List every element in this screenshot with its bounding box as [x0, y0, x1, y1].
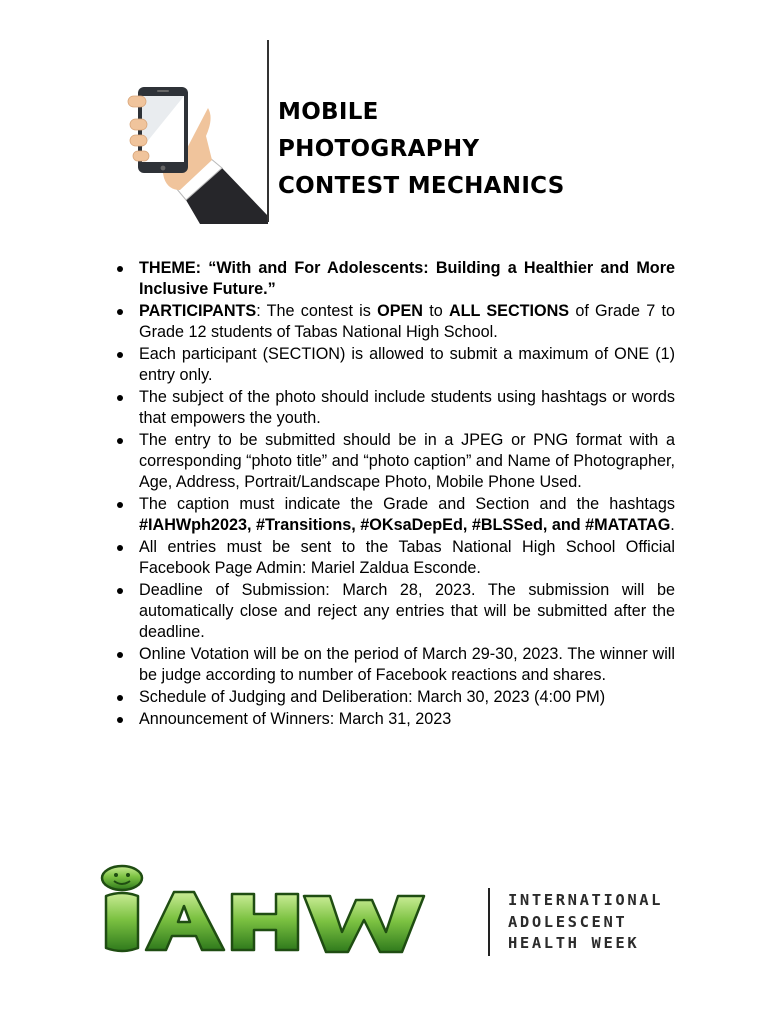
- contest-mechanics-list: [114, 258, 675, 731]
- caption-text: The caption must indicate the Grade and Section and the hashtags: [139, 495, 675, 513]
- participants-text-1: : The contest is: [256, 302, 378, 320]
- wordmark-line-2: ADOLESCENT: [508, 912, 628, 931]
- header-divider: [267, 40, 269, 222]
- page-title: [278, 94, 565, 205]
- wordmark-line-3: HEALTH WEEK: [508, 934, 640, 952]
- participants-text-3: of Grade 7 to Grade 12 students of Tabas National High School.: [139, 302, 676, 341]
- judging-item: Schedule of Judging and Deliberation: March 30, 2023 (4:00 PM): [114, 687, 675, 708]
- participants-label: PARTICIPANTS: [139, 302, 257, 320]
- theme-text: “With and For Adolescents: Building a Healthier and More Inclusive Future.”: [139, 259, 675, 298]
- participants-item: [114, 301, 675, 343]
- theme-label: THEME:: [139, 259, 202, 277]
- submission-item: All entries must be sent to the Tabas National High School Official Facebook Page Admin: Mariel Zaldua Esconde.: [114, 537, 675, 579]
- format-item: The entry to be submitted should be in a JPEG or PNG format with a corresponding “photo title” and “photo caption” and Name of Photographer, Age, Address, Portrait/Landscape Photo, Mobile Phone Used.: [114, 430, 675, 493]
- caption-end: .: [670, 516, 675, 534]
- theme-item: [114, 258, 675, 300]
- wordmark-line-1: INTERNATIONAL: [508, 891, 664, 909]
- participants-open: OPEN: [377, 302, 423, 320]
- entry-limit-item: Each participant (SECTION) is allowed to submit a maximum of ONE (1) entry only.: [114, 344, 675, 386]
- participants-text-2: to: [423, 302, 449, 320]
- hand-holding-smartphone-icon: [124, 84, 270, 224]
- deadline-item: Deadline of Submission: March 28, 2023. The submission will be automatically close and reject any entries that will be submitted after the deadline.: [114, 580, 675, 643]
- iahw-logo: [96, 862, 476, 962]
- participants-all-sections: ALL SECTIONS: [448, 302, 570, 320]
- caption-hashtags: #IAHWph2023, #Transitions, #OKsaDepEd, #BLSSed, and #MATATAG: [139, 516, 671, 534]
- votation-item: Online Votation will be on the period of March 29-30, 2023. The winner will be judge according to number of Facebook reactions and shares.: [114, 644, 675, 686]
- logo-divider: [488, 888, 490, 956]
- caption-item: [114, 494, 675, 536]
- title-line-1: MOBILE: [278, 99, 379, 125]
- title-line-2: PHOTOGRAPHY: [278, 136, 480, 162]
- title-line-3: CONTEST MECHANICS: [278, 173, 565, 199]
- subject-item: The subject of the photo should include students using hashtags or words that empowers the youth.: [114, 387, 675, 429]
- iahw-wordmark: [508, 890, 663, 955]
- announcement-item: Announcement of Winners: March 31, 2023: [114, 709, 675, 730]
